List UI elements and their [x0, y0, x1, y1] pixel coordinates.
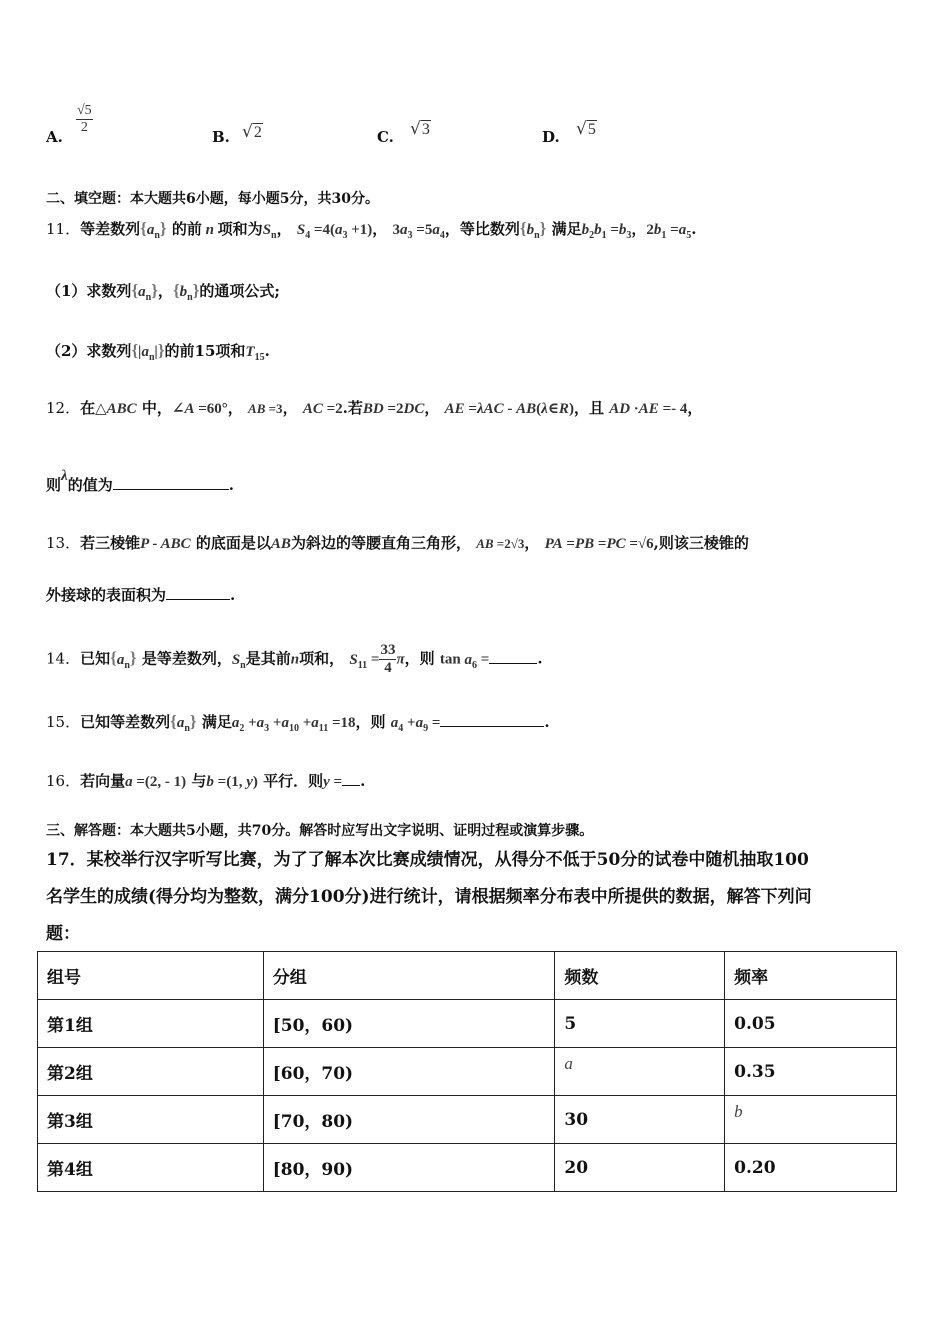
q11-part1: （1）求数列$\{a_n\}$，$\{b_n\}$的通项公式; [46, 281, 280, 303]
table-cell: 30 [555, 1096, 725, 1144]
table-header-row [38, 952, 897, 1000]
variable-a: a [564, 1053, 573, 1073]
table-row [38, 1048, 897, 1096]
option-a-label: A. [46, 128, 63, 146]
table-cell [555, 1048, 725, 1096]
q12-line: 12．在△ABC 中，∠A =60°， AB =3， AC =2.若BD =2DC， AE =λAC - AB(λ∈R)，且 AD ·AE =- 4， [46, 399, 703, 417]
section3-heading: 三、解答题：本大题共5小题，共70分。解答时应写出文字说明、证明过程或演算步骤。 [46, 823, 594, 839]
table-cell: [70，80) [263, 1096, 555, 1144]
q11-line: 11．等差数列$\{a_n\}$ 的前 n 项和为$S_n$， $S_4 =4(a_3 +1)$， $3a_3 =5a_4$，等比数列$\{b_n\}$ 满足$b_2b_1 =b_3$，$2b_1 =a_5$. [46, 219, 697, 241]
table-cell: 5 [555, 1000, 725, 1048]
option-c-label: C. [377, 128, 394, 146]
option-b-sqrt: √2 [242, 122, 262, 142]
table-row [38, 1096, 897, 1144]
q14-line: 14．已知$\{a_n\}$ 是等差数列，$S_n$是其前n项和， $S_{11}$ = $\frac{33}{4}$ π，则 $\tan a_6$ = . [46, 642, 543, 676]
option-d-sqrt: √5 [576, 119, 596, 139]
option-c-sqrt: √3 [410, 119, 430, 139]
option-b-label: B. [212, 128, 230, 146]
header-group-number: 组号 [38, 952, 264, 1000]
frequency-table [37, 951, 897, 1192]
table-row [38, 1000, 897, 1048]
variable-b: b [734, 1101, 743, 1121]
table-cell: 0.20 [725, 1144, 897, 1192]
table-cell: [50，60) [263, 1000, 555, 1048]
section2-heading: 二、填空题：本大题共6小题，每小题5分，共30分。 [46, 191, 379, 207]
q13-line: 13．若三棱锥P - ABC 的底面是以AB为斜边的等腰直角三角形， AB =2√3， PA =PB =PC =√6,则该三棱锥的 [46, 534, 749, 552]
table-cell: 0.05 [725, 1000, 897, 1048]
table-cell: 第2组 [38, 1048, 264, 1096]
option-a-numerator: √5 [77, 103, 92, 118]
table-cell: 第4组 [38, 1144, 264, 1192]
q17-line3: 题： [46, 924, 80, 944]
q17-line1: 17．某校举行汉字听写比赛，为了了解本次比赛成绩情况，从得分不低于50分的试卷中随机抽取100 [46, 850, 809, 870]
table-cell: [60，70) [263, 1048, 555, 1096]
q16-line: 16．若向量a =(2, - 1) 与b =(1, y) 平行．则y = . [46, 772, 366, 790]
table-row [38, 1144, 897, 1192]
q13-line2: 外接球的表面积为 . [46, 586, 236, 604]
q11-part2: （2）求数列$\{|a_n|\}$的前15项和$T_{15}$. [46, 341, 270, 363]
header-frequency: 频数 [555, 952, 725, 1000]
table-cell: [80，90) [263, 1144, 555, 1192]
table-cell [725, 1096, 897, 1144]
option-d-label: D. [542, 128, 560, 146]
table-cell: 20 [555, 1144, 725, 1192]
option-a-denominator: 2 [80, 120, 88, 135]
table-cell: 第1组 [38, 1000, 264, 1048]
table-cell: 第3组 [38, 1096, 264, 1144]
header-interval: 分组 [263, 952, 555, 1000]
q15-line: 15．已知等差数列$\{a_n\}$ 满足$a_2 +a_3 +a_{10} +a_{11} =18$，则 $a_4 +a_9$ = . [46, 712, 550, 734]
q12-line2: 则λ的值为 . [46, 468, 234, 494]
header-rate: 频率 [725, 952, 897, 1000]
option-a-fraction [76, 103, 93, 136]
table-cell: 0.35 [725, 1048, 897, 1096]
q17-line2: 名学生的成绩(得分均为整数，满分100分)进行统计，请根据频率分布表中所提供的数据，解答下列问 [46, 887, 812, 907]
